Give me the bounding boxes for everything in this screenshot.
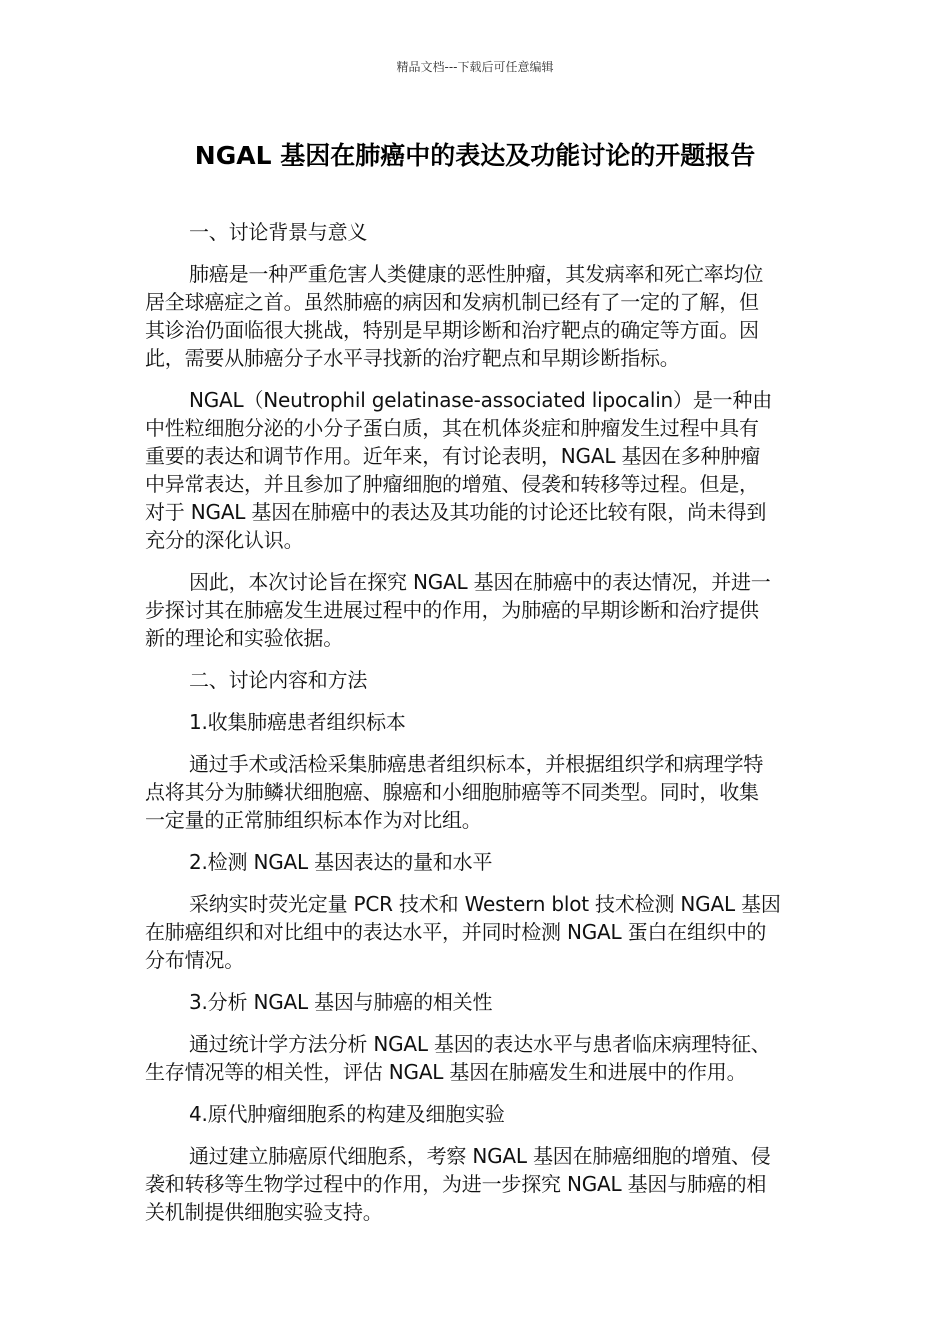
paragraph-line: 通过统计学方法分析 NGAL 基因的表达水平与患者临床病理特征、 <box>189 1032 771 1056</box>
paragraph-line: 居全球癌症之首。虽然肺癌的病因和发病机制已经有了一定的了解，但 <box>145 290 759 314</box>
heading-text: 1.收集肺癌患者组织标本 <box>189 710 406 734</box>
item-2-heading <box>145 848 805 876</box>
item-2-paragraph <box>145 890 805 974</box>
paragraph-line: 在肺癌组织和对比组中的表达水平，并同时检测 NGAL 蛋白在组织中的 <box>145 920 767 944</box>
section-1-heading <box>145 218 805 246</box>
item-3-paragraph <box>145 1030 805 1086</box>
paragraph-background <box>145 260 805 372</box>
paragraph-ngal-intro <box>145 386 805 554</box>
paragraph-aim <box>145 568 805 652</box>
document-title: NGAL 基因在肺癌中的表达及功能讨论的开题报告 <box>194 141 756 170</box>
paragraph-line: 点将其分为肺鳞状细胞癌、腺癌和小细胞肺癌等不同类型。同时，收集 <box>145 780 759 804</box>
paragraph-line: 其诊治仍面临很大挑战，特别是早期诊断和治疗靶点的确定等方面。因 <box>145 318 759 342</box>
document-body <box>145 218 805 1240</box>
paragraph-line: 步探讨其在肺癌发生进展过程中的作用，为肺癌的早期诊断和治疗提供 <box>145 598 759 622</box>
header-note: 精品文档---下载后可任意编辑 <box>396 60 554 74</box>
item-3-heading <box>145 988 805 1016</box>
item-1-paragraph <box>145 750 805 834</box>
heading-text: 2.检测 NGAL 基因表达的量和水平 <box>189 850 493 874</box>
paragraph-line: 一定量的正常肺组织标本作为对比组。 <box>145 808 482 832</box>
paragraph-line: 分布情况。 <box>145 948 244 972</box>
paragraph-line: 肺癌是一种严重危害人类健康的恶性肿瘤，其发病率和死亡率均位 <box>189 262 764 286</box>
paragraph-line: 通过建立肺癌原代细胞系，考察 NGAL 基因在肺癌细胞的增殖、侵 <box>189 1144 771 1168</box>
paragraph-line: 通过手术或活检采集肺癌患者组织标本，并根据组织学和病理学特 <box>189 752 764 776</box>
item-1-heading <box>145 708 805 736</box>
paragraph-line: 新的理论和实验依据。 <box>145 626 343 650</box>
paragraph-line: 袭和转移等生物学过程中的作用，为进一步探究 NGAL 基因与肺癌的相 <box>145 1172 767 1196</box>
paragraph-line: 因此，本次讨论旨在探究 NGAL 基因在肺癌中的表达情况，并进一 <box>189 570 771 594</box>
paragraph-line: 关机制提供细胞实验支持。 <box>145 1200 383 1224</box>
paragraph-line: 采纳实时荧光定量 PCR 技术和 Western blot 技术检测 NGAL 基因 <box>189 892 781 916</box>
paragraph-line: 此，需要从肺癌分子水平寻找新的治疗靶点和早期诊断指标。 <box>145 346 680 370</box>
heading-text: 3.分析 NGAL 基因与肺癌的相关性 <box>189 990 493 1014</box>
section-2-heading <box>145 666 805 694</box>
paragraph-line: 充分的深化认识。 <box>145 528 304 552</box>
heading-text: 4.原代肿瘤细胞系的构建及细胞实验 <box>189 1102 505 1126</box>
paragraph-line: NGAL（Neutrophil gelatinase-associated lipocalin）是一种由 <box>189 388 773 412</box>
paragraph-line: 中异常表达，并且参加了肿瘤细胞的增殖、侵袭和转移等过程。但是， <box>145 472 759 496</box>
paragraph-line: 生存情况等的相关性，评估 NGAL 基因在肺癌发生和进展中的作用。 <box>145 1060 747 1084</box>
paragraph-line: 中性粒细胞分泌的小分子蛋白质，其在机体炎症和肿瘤发生过程中具有 <box>145 416 759 440</box>
heading-text: 二、讨论内容和方法 <box>189 668 368 692</box>
paragraph-line: 重要的表达和调节作用。近年来，有讨论表明，NGAL 基因在多种肿瘤 <box>145 444 761 468</box>
item-4-paragraph <box>145 1142 805 1226</box>
item-4-heading <box>145 1100 805 1128</box>
heading-text: 一、讨论背景与意义 <box>189 220 368 244</box>
paragraph-line: 对于 NGAL 基因在肺癌中的表达及其功能的讨论还比较有限，尚未得到 <box>145 500 767 524</box>
